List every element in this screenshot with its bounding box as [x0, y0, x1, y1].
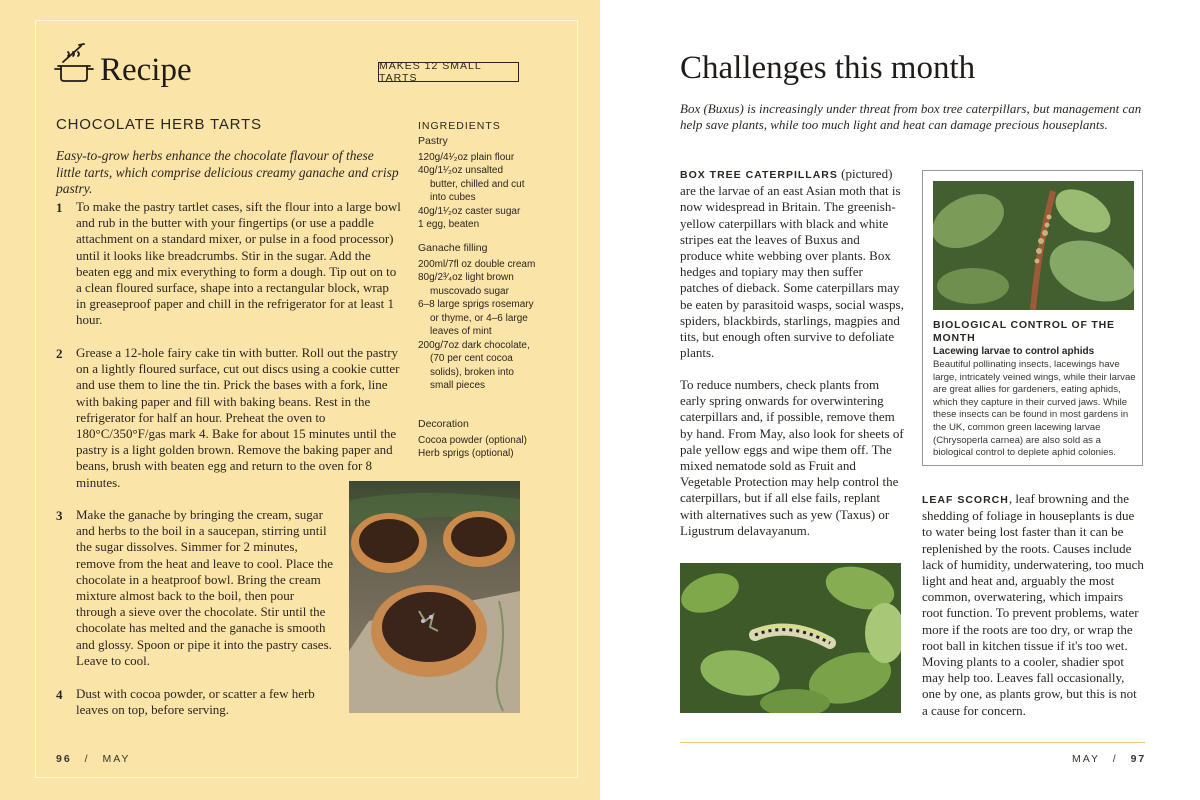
ingredient-item: Herb sprigs (optional): [418, 448, 514, 459]
ingredients-heading: INGREDIENTS: [418, 120, 501, 132]
folio-right: [1072, 753, 1146, 765]
ingredient-group-name: Pastry: [418, 135, 448, 147]
yield-badge: MAKES 12 SMALL TARTS: [378, 62, 519, 82]
step-number: 4: [56, 687, 63, 702]
ingredient-item: 200ml/7fl oz double cream: [418, 258, 536, 270]
folio-separator: /: [84, 753, 90, 765]
ingredient-item: 40g/1¹⁄₂oz unsalted butter, chilled and cut into cubes: [418, 165, 525, 203]
paragraph-text: (pictured) are the larvae of an east Asian moth that is now widespread in Britain. The greenish-yellow caterpillars with black and white stripes eat the leaves of Buxus and produce white webbing over plants. Box hedges and topiary may then suffer patches of dieback. Some caterpillars may be eaten by parasitoid wasps, social wasps, spiders, blackbirds, starlings, magpies and tits, but enough often survive to defoliate plants.: [680, 166, 904, 361]
footer-rule: [680, 742, 1145, 743]
ingredient-group-name: Decoration: [418, 418, 469, 430]
ingredient-item: 80g/2³⁄₄oz light brown muscovado sugar: [418, 272, 514, 297]
paragraph-text: , leaf browning and the shedding of foliage in houseplants is due to water being lost faster than it can be replenished by the roots. Causes include lack of humidity, underwatering, too much light and heat and, arguably the most common, overwatering, which impairs root function. To prevent problems, water more if the roots are too dry, or wrap the root ball in kitchen tissue if it's too wet. Moving plants to a cooler, shadier spot may help too. Leaves fall occasionally, one by one, as plants grow, but this is not a cause for concern.: [922, 491, 1144, 718]
ingredient-group: [418, 242, 538, 393]
run-in-heading: LEAF SCORCH: [922, 494, 1009, 506]
leaf-scorch-paragraph: [922, 491, 1144, 719]
ingredient-group: [418, 418, 538, 461]
folio-separator: /: [1112, 753, 1118, 765]
ingredient-group: [418, 135, 533, 232]
biological-control-box: [922, 170, 1143, 466]
box-subheading: Lacewing larvae to control aphids: [933, 346, 1095, 357]
folio-month: MAY: [102, 753, 131, 765]
ingredient-item: 6–8 large sprigs rosemary or thyme, or 4–6 large leaves of mint: [418, 299, 534, 337]
caterpillar-paragraph-1: [680, 166, 904, 361]
step-number: 3: [56, 508, 63, 523]
step-text: Grease a 12-hole fairy cake tin with butter. Roll out the pastry on a lightly floured surface, cut out discs using a cookie cutter and use them to line the tin. Prick the bases with a fork, line with baking paper and fill with baking beans. Rest in the refrigerator for half an hour. Preheat the oven to 180°C/350°F/gas mark 4. Bake for about 15 minutes until the pastry is a light golden brown. Remove the baking paper and beans, brush with beaten egg and return to the oven for 8 minutes.: [76, 345, 400, 490]
cooking-pot-icon: [54, 42, 94, 84]
ingredient-item: 40g/1¹⁄₂oz caster sugar: [418, 205, 521, 217]
section-title: Recipe: [100, 52, 192, 88]
step-text: To make the pastry tartlet cases, sift the flour into a large bowl and rub in the butter with your fingertips (or use a paddle attachment on a standard mixer, or pulse in a food processor) until it looks like breadcrumbs. Stir in the sugar. Add the beaten egg and mix everything to form a dough. Tip out on to a clean floured surface, shape into a rectangular block, wrap in greaseproof paper and chill in the refrigerator for at least 1 hour.: [76, 199, 401, 328]
tart-photo: [349, 481, 520, 713]
dish-title: CHOCOLATE HERB TARTS: [56, 116, 262, 133]
box-heading: BIOLOGICAL CONTROL OF THE MONTH: [933, 319, 1115, 344]
folio-month: MAY: [1072, 753, 1100, 765]
page-number: 97: [1130, 753, 1147, 765]
page-title: Challenges this month: [680, 50, 976, 86]
step-text: Make the ganache by bringing the cream, sugar and herbs to the boil in a saucepan, stirring until the sugar dissolves. Simmer for 2 minutes, remove from the heat and leave to cool. Place the chocolate in a heatproof bowl. Bring the cream mixture almost back to the boil, then pour through a sieve over the chocolate. Stir until the chocolate has melted and the ganache is smooth and glossy. Spoon or pipe it into the pastry cases. Leave to cool.: [76, 507, 334, 668]
recipe-intro: Easy-to-grow herbs enhance the chocolate flavour of these little tarts, which comprise delicious creamy ganache and crisp pastry.: [56, 148, 399, 196]
run-in-heading: BOX TREE CATERPILLARS: [680, 169, 838, 181]
ingredient-group-name: Ganache filling: [418, 242, 488, 254]
aphid-photo: [933, 181, 1134, 310]
box-text: Beautiful pollinating insects, lacewings have large, intricately veined wings, while their larvae are great allies for gardeners, eating aphids, which they capture in their curved jaws. While these insects can be found in most gardens in the UK, common green lacewing larvae (Chrysoperla carnea) are also sold as a biological control to deplete aphid colonies.: [933, 359, 1136, 459]
step-number: 1: [56, 200, 63, 215]
subhead: Box (Buxus) is increasingly under threat from box tree caterpillars, but management can help save plants, while too much light and heat can damage precious houseplants.: [680, 101, 1142, 132]
caterpillar-photo: [680, 563, 901, 713]
folio-left: [56, 753, 130, 765]
caterpillar-paragraph-2: To reduce numbers, check plants from early spring onwards for overwintering caterpillars and, if possible, remove them by hand. From May, also look for sheets of pale yellow eggs and wipe them off. The mixed nematode sold as Fruit and Vegetable Protection may help control the caterpillars, but if all else fails, replant with alternatives such as yew (Taxus) or Ligustrum delavayanum.: [680, 377, 904, 538]
ingredient-item: 120g/4¹⁄₂oz plain flour: [418, 151, 515, 163]
step-number: 2: [56, 346, 63, 361]
page-number: 96: [56, 753, 72, 765]
step-text: Dust with cocoa powder, or scatter a few herb leaves on top, before serving.: [76, 686, 315, 718]
ingredient-item: 1 egg, beaten: [418, 219, 480, 230]
ingredient-item: Cocoa powder (optional): [418, 434, 527, 446]
ingredient-item: 200g/7oz dark chocolate, (70 per cent cocoa solids), broken into small pieces: [418, 339, 530, 391]
